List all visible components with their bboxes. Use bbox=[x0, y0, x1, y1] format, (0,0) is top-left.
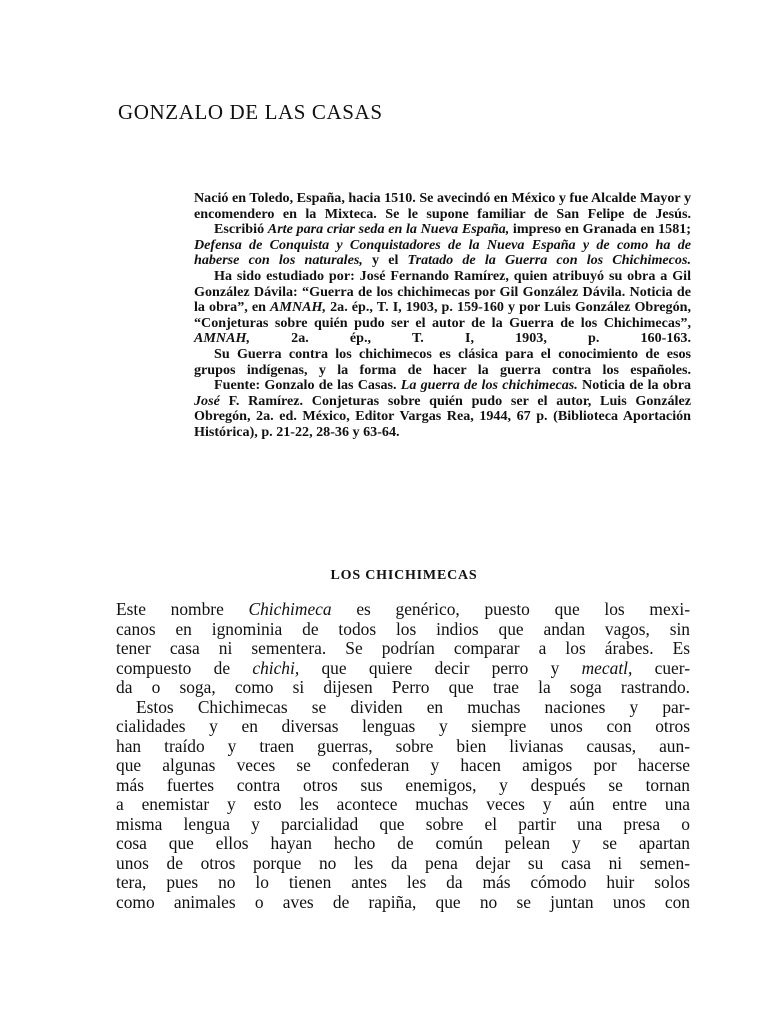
journal-abbrev: AMNAH, bbox=[270, 299, 327, 316]
text-line: tera, pues no lo tienen antes les da más cómodo huir solos bbox=[116, 872, 690, 892]
author-bio bbox=[194, 191, 691, 441]
text-line: a enemistar y esto les acontece muchas veces y aún entre una bbox=[116, 794, 690, 814]
book-title: La guerra de los chichimecas. bbox=[400, 377, 578, 394]
text-line: unos de otros porque no les da pena dejar su casa ni semen- bbox=[116, 852, 690, 873]
text-line: cosa que ellos hayan hecho de común pelean y se apartan bbox=[116, 833, 690, 853]
author-name: José bbox=[194, 392, 220, 409]
section-heading: LOS CHICHIMECAS bbox=[330, 568, 478, 583]
text-line: Estos Chichimecas se dividen en muchas naciones y par- bbox=[136, 696, 690, 717]
bio-paragraph-birth: Nació en Toledo, España, hacia 1510. Se avecindó en México y fue Alcalde Mayor y encomendero en la Mixteca. Se le supone familiar de San Felipe de Jesús. bbox=[194, 190, 691, 222]
term: chichi, bbox=[252, 657, 300, 678]
bio-paragraph-works bbox=[194, 222, 691, 269]
text-line: cialidades y en diversas lenguas y siempre unos con otros bbox=[116, 716, 690, 736]
text-line: como animales o aves de rapiña, que no se juntan unos con bbox=[116, 891, 690, 912]
bio-paragraph-source bbox=[194, 378, 691, 440]
bio-text: 2a. ép., T. I, 1903, p. 159-160 y por Luis González Obregón, “Conjeturas sobre quién pudo ser el autor de la Guerra de los Chichimecas”, bbox=[194, 299, 691, 331]
main-text bbox=[116, 600, 690, 912]
bio-text: 2a. ép., T. I, 1903, p. 160-163. bbox=[250, 330, 691, 347]
text-line: han traído y traen guerras, sobre bien livianas causas, aun- bbox=[116, 735, 690, 756]
bio-text: Fuente: Gonzalo de las Casas. bbox=[214, 377, 401, 394]
book-title: Arte para criar seda en la Nueva España, bbox=[267, 221, 510, 238]
bio-text: Escribió bbox=[214, 221, 268, 238]
text-line: Este nombre Chichimeca es genérico, puesto que los mexi- bbox=[116, 599, 690, 619]
book-title: Defensa de Conquista y Conquistadores de la Nueva España y de como ha de haberse con los naturales, bbox=[194, 236, 691, 269]
text-line: más fuertes contra otros sus enemigos, y después se tornan bbox=[116, 774, 690, 795]
bio-text: Noticia de la obra bbox=[577, 377, 691, 394]
term: Chichimeca bbox=[248, 599, 332, 619]
text-line: canos en ignominia de todos los indios que andan vagos, sin bbox=[116, 618, 690, 639]
bio-text: impreso en Granada en 1581; bbox=[509, 221, 691, 238]
book-title: Tratado de la Guerra con los Chichimecos. bbox=[407, 252, 691, 269]
text-line: tener casa ni sementera. Se podrían comparar a los árabes. Es bbox=[116, 638, 690, 658]
paragraph bbox=[116, 698, 690, 913]
text-line: misma lengua y parcialidad que sobre el partir una presa o bbox=[116, 813, 690, 834]
text-line: compuesto de chichi, que quiere decir perro y mecatl, cuer- bbox=[116, 657, 690, 678]
bio-text: Ha sido estudiado por: José Fernando Ramírez, quien atribuyó su obra a Gil González Dávila: “Guerra de los chichimecas por Gil González Dávila. Noticia de la obra”, en bbox=[194, 267, 691, 316]
text-line: da o soga, como si dijesen Perro que trae la soga rastrando. bbox=[116, 677, 690, 697]
page-title: GONZALO DE LAS CASAS bbox=[118, 100, 383, 124]
bio-paragraph-studies bbox=[194, 269, 691, 347]
bio-text: F. Ramírez. Conjeturas sobre quién pudo ser el autor, Luis González Obregón, 2a. ed. México, Editor Vargas Rea, 1944, 67 p. (Biblioteca Aportación Histórica), p. 21-22, 28-36 y 63-64. bbox=[194, 392, 691, 440]
journal-abbrev: AMNAH, bbox=[194, 330, 250, 347]
term: mecatl, bbox=[581, 657, 633, 678]
paragraph bbox=[116, 600, 690, 698]
bio-text: y el bbox=[362, 252, 408, 269]
bio-paragraph-importance: Su Guerra contra los chichimecos es clásica para el conocimiento de esos grupos indígenas, y la forma de hacer la guerra contra los españoles. bbox=[194, 345, 691, 378]
text-line: que algunas veces se confederan y hacen amigos por hacerse bbox=[116, 755, 690, 775]
